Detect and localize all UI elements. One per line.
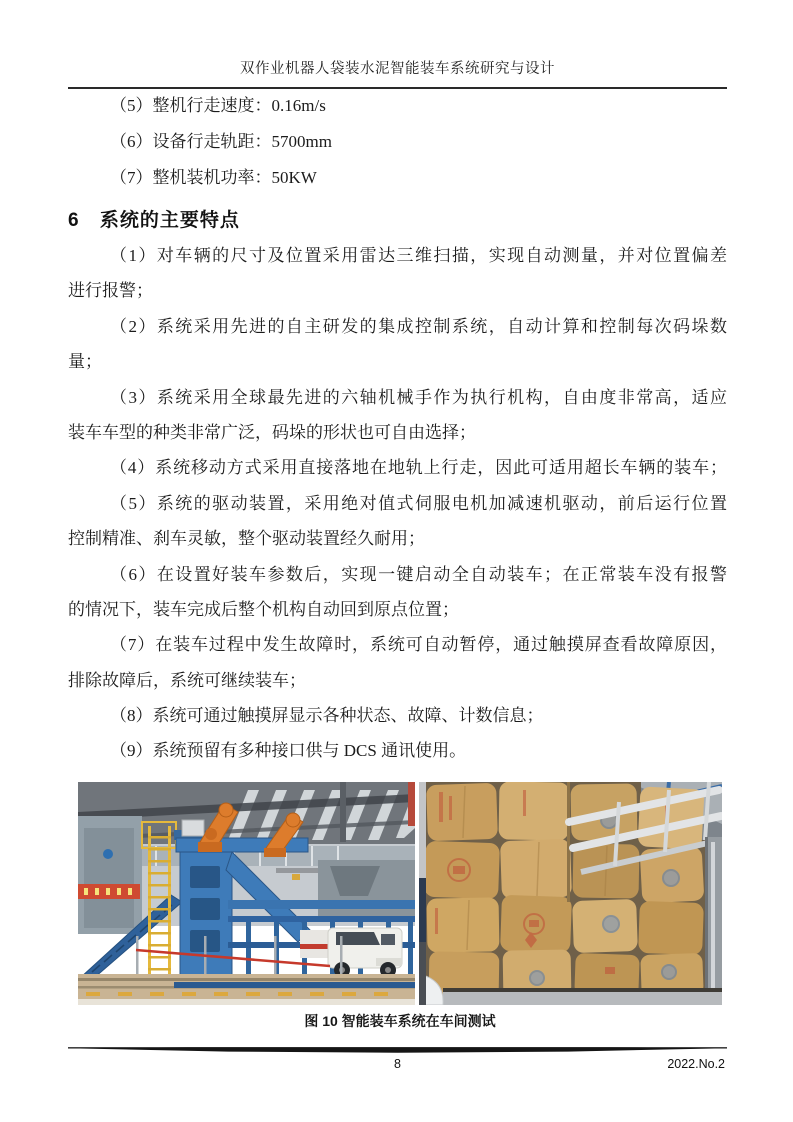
section-heading	[68, 204, 727, 238]
section-title: 系统的主要特点	[99, 210, 240, 231]
paragraph-line: 进行报警；	[68, 281, 153, 301]
paragraph-line: 装车车型的种类非常广泛，码垛的形状也可自由选择；	[68, 422, 476, 442]
paragraph-line: （1）对车辆的尺寸及位置采用雷达三维扫描，实现自动测量，并对位置偏差	[110, 246, 727, 265]
paragraph-line: （3）系统采用全球最先进的六轴机械手作为执行机构，自由度非常高，适应	[110, 387, 727, 407]
paragraph-line: （2）系统采用先进的自主研发的集成控制系统，自动计算和控制每次码垛数	[110, 316, 727, 336]
spec-item: （7）整机装机功率：50KW	[110, 168, 317, 187]
paragraph-line: 控制精准、刹车灵敏，整个驱动装置经久耐用；	[68, 529, 425, 549]
paragraph-line: 量；	[68, 352, 102, 372]
paragraph-line: （5）系统的驱动装置，采用绝对值式伺服电机加减速机驱动，前后运行位置	[110, 493, 727, 513]
figure-photos	[78, 782, 722, 1005]
paragraph-line: （4）系统移动方式采用直接落地在地轨上行走，因此可适用超长车辆的装车；	[110, 458, 727, 478]
spec-list	[68, 84, 727, 196]
paragraph	[68, 486, 727, 557]
figure	[78, 782, 722, 1031]
page-footer	[68, 1046, 727, 1077]
running-head: 双作业机器人袋装水泥智能装车系统研究与设计	[240, 61, 555, 77]
paragraph	[68, 627, 727, 698]
section-number: 6	[68, 210, 79, 231]
footer-row	[68, 1057, 727, 1077]
issue-label: 2022.No.2	[667, 1057, 725, 1071]
paragraph	[68, 380, 727, 451]
paragraph-line: 排除故障后，系统可继续装车；	[68, 670, 306, 690]
page-content	[68, 84, 727, 1031]
paragraph	[68, 309, 727, 380]
footer-divider	[68, 1046, 727, 1054]
paragraph	[68, 450, 727, 485]
spec-item: （5）整机行走速度：0.16m/s	[110, 96, 326, 115]
paragraph-line: （8）系统可通过触摸屏显示各种状态、故障、计数信息；	[110, 706, 544, 726]
paragraph-line: （7）在装车过程中发生故障时，系统可自动暂停，通过触摸屏查看故障原因，	[110, 635, 727, 655]
paragraph	[68, 733, 727, 768]
page-header	[68, 0, 727, 89]
cement-bags-photo	[419, 782, 722, 1005]
workshop-photo	[78, 782, 415, 1005]
figure-caption: 图 10 智能装车系统在车间测试	[304, 1012, 496, 1029]
paragraph-line: （6）在设置好装车参数后，实现一键启动全自动装车；在正常装车没有报警	[110, 564, 727, 584]
paragraph	[68, 698, 727, 733]
paragraph-line: （9）系统预留有多种接口供与 DCS 通讯使用。	[110, 741, 467, 761]
paragraph-line: 的情况下，装车完成后整个机构自动回到原点位置；	[68, 599, 459, 619]
spec-item: （6）设备行走轨距：5700mm	[110, 132, 332, 151]
paragraph	[68, 238, 727, 309]
page-number: 8	[394, 1057, 401, 1071]
paragraph	[68, 557, 727, 628]
